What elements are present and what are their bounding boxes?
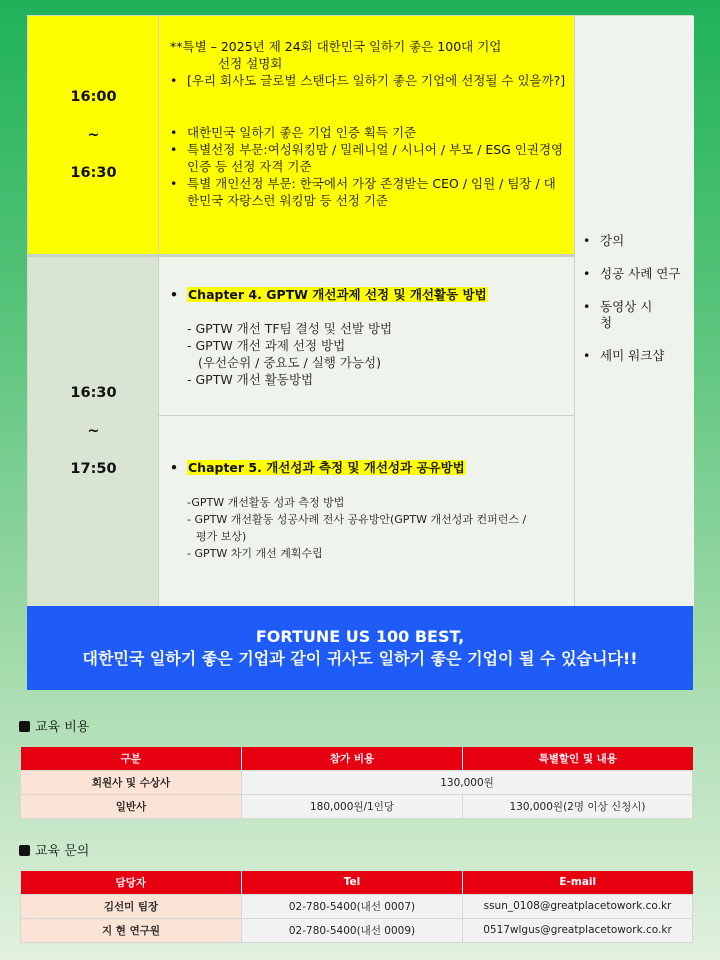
method-item: • 강의 [583, 233, 688, 249]
contact-email[interactable]: 0517wlgus@greatplacetowork.co.kr [463, 918, 693, 942]
promo-banner [27, 606, 693, 690]
list-item: - GPTW 개선 과제 선정 방법 [187, 338, 346, 353]
table-header-row [21, 871, 693, 894]
chapter-5-title: • Chapter 5. 개선성과 측정 및 개선성과 공유방법 [170, 460, 465, 475]
banner-line-2: 대한민국 일하기 좋은 기업과 같이 귀사도 일하기 좋은 기업이 될 수 있습니다!! [82, 649, 638, 668]
contact-section-title: 교육 문의 [19, 840, 89, 859]
chapter-5-items [187, 494, 567, 562]
contact-email[interactable]: ssun_0108@greatplacetowork.co.kr [463, 894, 693, 918]
contact-name: 지 현 연구원 [21, 918, 242, 942]
contact-name: 김선미 팀장 [21, 894, 242, 918]
row-label: 일반사 [21, 794, 242, 818]
table-row [21, 770, 693, 794]
list-item: - GPTW 개선활동 성공사례 전사 공유방안(GPTW 개선성과 컨퍼런스 / [187, 513, 527, 526]
list-item: • 대한민국 일하기 좋은 기업 인증 획득 기준 [170, 124, 566, 141]
list-item: - GPTW 개선 활동방법 [187, 372, 314, 387]
fee-cell: 180,000원/1인당 [242, 794, 463, 818]
method-item: • 동영상 시청 [583, 299, 688, 331]
column-header: 담당자 [21, 871, 242, 894]
time-separator: ~ [87, 423, 100, 439]
cost-table [20, 747, 693, 819]
method-column [575, 16, 694, 607]
column-header: 참가 비용 [242, 747, 463, 770]
bullet-square-icon [19, 845, 30, 856]
list-item: (우선순위 / 중요도 / 실행 가능성) [198, 355, 381, 370]
contact-tel: 02-780-5400(내선 0007) [242, 894, 463, 918]
bullet-square-icon [19, 721, 30, 732]
special-session-criteria [170, 124, 566, 209]
table-row [21, 918, 693, 942]
special-session-question [170, 72, 566, 89]
list-item: 평가 보상) [196, 530, 247, 543]
list-item: - GPTW 차기 개선 계획수립 [187, 547, 323, 560]
chapter-4-content [159, 254, 575, 416]
list-item: -GPTW 개선활동 성과 측정 방법 [187, 496, 345, 509]
discount-cell: 130,000원(2명 이상 신청시) [463, 794, 693, 818]
column-header: E-mail [463, 871, 693, 894]
chapter-5-content [159, 416, 575, 607]
time-start: 16:00 [70, 89, 117, 105]
chapter-4-title: • Chapter 4. GPTW 개선과제 선정 및 개선활동 방법 [170, 287, 487, 302]
list-item: - GPTW 개선 TF팀 결성 및 선발 방법 [187, 321, 393, 336]
method-list [583, 233, 688, 381]
time-end: 16:30 [70, 165, 117, 181]
time-slot-2 [28, 254, 159, 607]
table-row [21, 894, 693, 918]
method-item: • 세미 워크샵 [583, 348, 688, 364]
banner-line-1: FORTUNE US 100 BEST, [255, 627, 465, 646]
contact-table [20, 871, 693, 943]
list-item: • [우리 회사도 글로벌 스탠다드 일하기 좋은 기업에 선정될 수 있을까?] [170, 72, 566, 89]
special-session-content [159, 16, 575, 254]
list-item: • 특별 개인선정 부문: 한국에서 가장 존경받는 CEO / 임원 / 팀장 / 대한민국 자랑스런 워킹맘 등 선정 기준 [170, 175, 566, 209]
time-end: 17:50 [70, 461, 117, 477]
schedule-table [27, 15, 693, 606]
table-header-row [21, 747, 693, 770]
method-item: • 성공 사례 연구 [583, 266, 688, 282]
column-header: 특별할인 및 내용 [463, 747, 693, 770]
column-header: Tel [242, 871, 463, 894]
column-header: 구분 [21, 747, 242, 770]
cost-section-title: 교육 비용 [19, 716, 89, 735]
special-session-title: **특별 – 2025년 제 24회 대한민국 일하기 좋은 100대 기업 선정 설명회 [170, 39, 502, 71]
time-separator: ~ [87, 127, 100, 143]
table-row [21, 794, 693, 818]
list-item: • 특별선정 부문:여성워킹맘 / 밀레니얼 / 시니어 / 부모 / ESG 인권경영 인증 등 선정 자격 기준 [170, 141, 566, 175]
time-start: 16:30 [70, 385, 117, 401]
fee-cell: 130,000원 [242, 770, 693, 794]
row-label: 회원사 및 수상사 [21, 770, 242, 794]
time-slot-1 [28, 16, 159, 254]
contact-tel: 02-780-5400(내선 0009) [242, 918, 463, 942]
chapter-4-items [187, 320, 557, 388]
